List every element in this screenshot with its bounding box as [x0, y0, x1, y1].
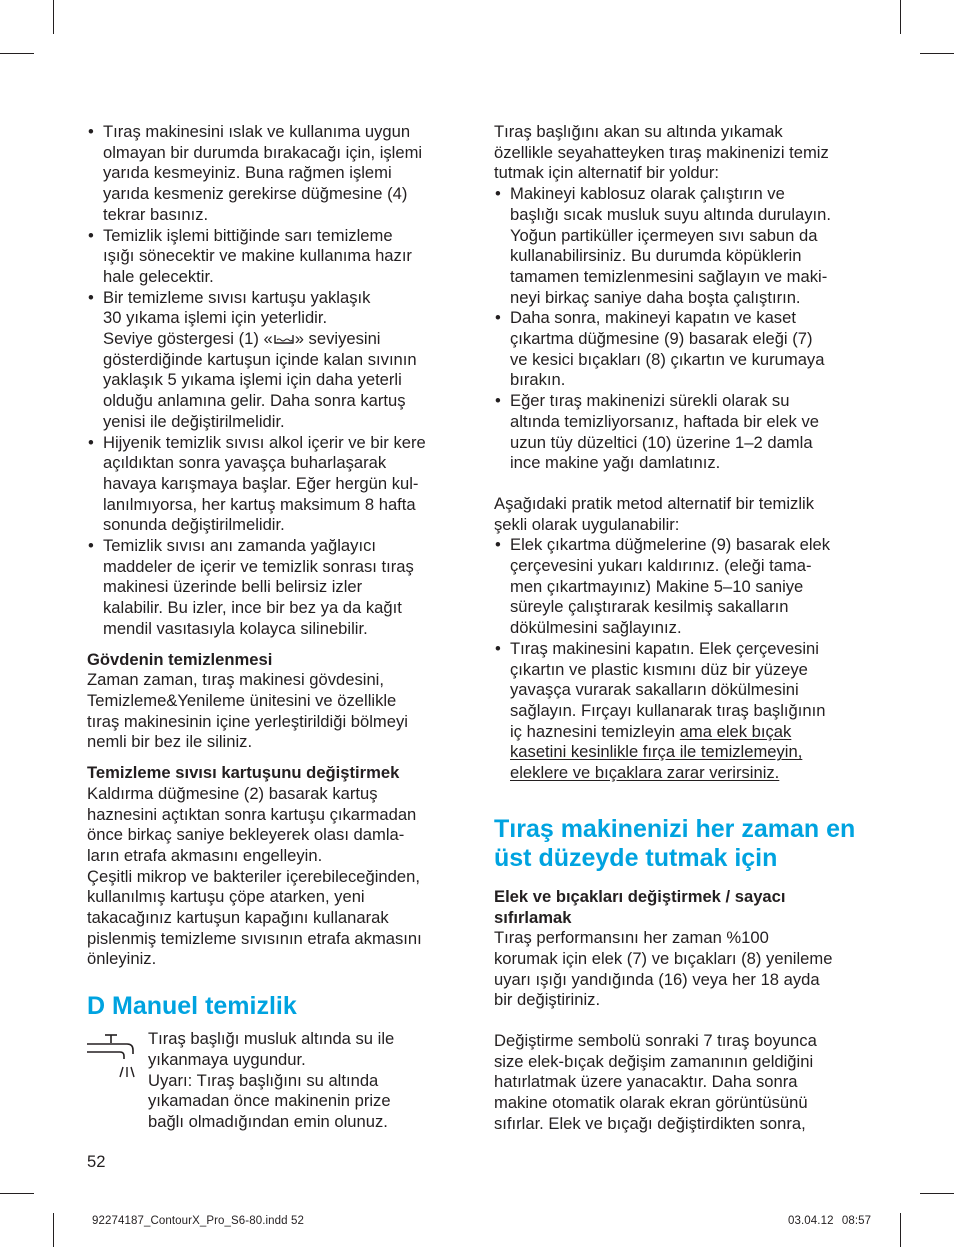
crop-mark: [0, 1193, 34, 1194]
crop-mark: [920, 1193, 954, 1194]
faucet-icon: [87, 1031, 139, 1085]
cleaning-notes-list: [87, 122, 467, 640]
warning-line: iç haznesini temizleyin ama elek bıçak: [510, 721, 792, 741]
list-item: • Bir temizleme sıvısı kartuşu yaklaşık 30 yıkama işlemi için yeterlidir. Seviye göstergesi (1) « » seviyesini gösterdiğinde kartuşun içinde kalan sıvının yaklaşık 5 yıkama işlemi için daha yeterli olduğu anlamına gelir. Daha sonra kartuş yenisi ile değiştirilmelidir.: [87, 288, 467, 433]
cartridge-section: Temizleme sıvısı kartuşunu değiştirmek Kaldırma düğmesine (2) basarak kartuş haznesini açtıktan sonra kartuşu çıkarmadan önce birkaç saniye bekleyerek olası damla- ların etrafa akmasını engelleyin. Çeşitli mikrop ve bakteriler içerebileceğinden, kullanılmış kartuşu çöpe atarken, yeni takacağınız kartuşun kapağını kullanarak pislenmiş temizleme sıvısının etrafa akmasını önleyiniz.: [87, 763, 467, 970]
warning-text: ama elek bıçak: [679, 721, 792, 741]
crop-mark: [0, 53, 34, 54]
warning-text: eleklere ve bıçaklara zarar verirsiniz.: [510, 763, 780, 783]
section-subheading: Gövdenin temizlenmesi: [87, 649, 273, 669]
rinse-steps-list: [494, 184, 879, 474]
reset-paragraph: Değiştirme sembolü sonraki 7 tıraş boyunca size elek-bıçak değişim zamanının geldiğini hatırlatmak üzere yanacaktır. Daha sonra makine otomatik olarak ekran görüntüsünü sıfırlar. Elek ve bıçağı değiştirdikten sonra,: [494, 1031, 817, 1133]
practical-steps-list: [494, 535, 879, 783]
list-item: • Eğer tıraş makinenizi sürekli olarak su altında temizliyorsanız, haftada bir elek ve uzun tüy düzeltici (10) üzerine 1–2 damla ince makine yağı damlatınız.: [494, 391, 879, 474]
level-symbol-icon: [273, 333, 295, 345]
list-item: • Elek çıkartma düğmelerine (9) basarak elek çerçevesini yukarı kaldırınız. (eleği tama- men çıkartmayınız) Makine 5–10 saniye süreyle çalıştırarak kesilmiş sakalların dökülmesini sağlayınız.: [494, 535, 879, 639]
replace-foil-section: Elek ve bıçakları değiştirmek / sayacı sıfırlamak Tıraş performansını her zaman %100 korumak için elek (7) ve bıçakları (8) yenileme uyarı ışığı yandığında (16) veya her 18 ayda bir değiştiriniz.: [494, 887, 879, 1011]
section-subheading: Elek ve bıçakları değiştirmek / sayacı: [494, 886, 786, 906]
manual-cleaning-block: Tıraş başlığı musluk altında su ile yıkanmaya uygundur. Uyarı: Tıraş başlığını su altında yıkamadan önce makinenin prize bağlı olmadığından emin olunuz.: [87, 1029, 467, 1133]
crop-mark: [920, 53, 954, 54]
intro-paragraph: Tıraş başlığını akan su altında yıkamak özellikle seyahatteyken tıraş makinenizi temiz tutmak için alternatif bir yoldur:: [494, 122, 829, 183]
body-cleaning-section: Gövdenin temizlenmesi Zaman zaman, tıraş makinesi gövdesini, Temizleme&Yenileme ünitesini ve özellikle tıraş makinesinin içine yerleştirildiği bölmeyi nemli bir bez ile siliniz.: [87, 650, 467, 754]
list-item: • Tıraş makinesini kapatın. Elek çerçevesini çıkartın ve plastic kısmını düz bir yüzeye yavaşça vurarak sakalların dökülmesini sağlayın. Fırçayı kullanarak tıraş başlığının iç haznesini temizleyin ama elek bıçak kasetini kesinlikle fırça ile temizlemeyin, eleklere ve bıçaklara zarar verirsiniz.: [494, 639, 879, 784]
list-item: • Tıraş makinesini ıslak ve kullanıma uygun olmayan bir durumda bırakacağı için, işlemi yarıda kesmeyiniz. Buna rağmen işlemi yarıda kesmeniz gerekirse düğmesine (4) tekrar basınız.: [87, 122, 467, 226]
level-indicator-line: Seviye göstergesi (1) « » seviyesini: [103, 329, 381, 349]
crop-mark: [900, 1213, 901, 1247]
warning-text: kasetini kesinlikle fırça ile temizlemeyin,: [510, 742, 803, 762]
section-subheading: sıfırlamak: [494, 907, 572, 927]
left-column: [87, 122, 467, 1133]
manual-cleaning-heading: D Manuel temizlik: [87, 992, 297, 1021]
list-item: • Makineyi kablosuz olarak çalıştırın ve başlığı sıcak musluk suyu altında durulayın. Yoğun partiküller içermeyen sıvı sabun da kullanabilirsiniz. Bu durumda köpüklerin tamamen temizlenmesini sağlayın ve maki- neyi birkaç saniye daha boşta çalıştırın.: [494, 184, 879, 308]
maintenance-heading: Tıraş makinenizi her zaman en üst düzeyde tutmak için: [494, 814, 856, 872]
right-column: [494, 122, 879, 1135]
practical-method-paragraph: Aşağıdaki pratik metod alternatif bir temizlik şekli olarak uygulanabilir:: [494, 493, 815, 534]
footer-datetime: 03.04.12 08:57: [788, 1215, 872, 1227]
list-item: • Daha sonra, makineyi kapatın ve kaset çıkartma düğmesine (9) basarak eleği (7) ve kesici bıçakları (8) çıkartın ve kurumaya bırakın.: [494, 308, 879, 391]
list-item: • Hijyenik temizlik sıvısı alkol içerir ve bir kere açıldıktan sonra yavaşça buharlaşarak havaya karışmaya başlar. Eğer hergün kul- lanılmıyorsa, her kartuş maksimum 8 hafta sonunda değiştirilmelidir.: [87, 433, 467, 537]
crop-mark: [900, 0, 901, 34]
page-number: 52: [87, 1152, 106, 1171]
footer-filename: 92274187_ContourX_Pro_S6-80.indd 52: [92, 1215, 304, 1227]
crop-mark: [53, 0, 54, 34]
crop-mark: [53, 1213, 54, 1247]
section-subheading: Temizleme sıvısı kartuşunu değiştirmek: [87, 763, 400, 783]
list-item: • Temizlik sıvısı anı zamanda yağlayıcı maddeler de içerir ve temizlik sonrası tıraş makinesi üzerinde belli belirsiz izler kalabilir. Bu izler, ince bir bez ya da kağıt mendil vasıtasıyla kolayca silinebilir.: [87, 536, 467, 640]
list-item: • Temizlik işlemi bittiğinde sarı temizleme ışığı sönecektir ve makine kullanıma hazır hale gelecektir.: [87, 226, 467, 288]
